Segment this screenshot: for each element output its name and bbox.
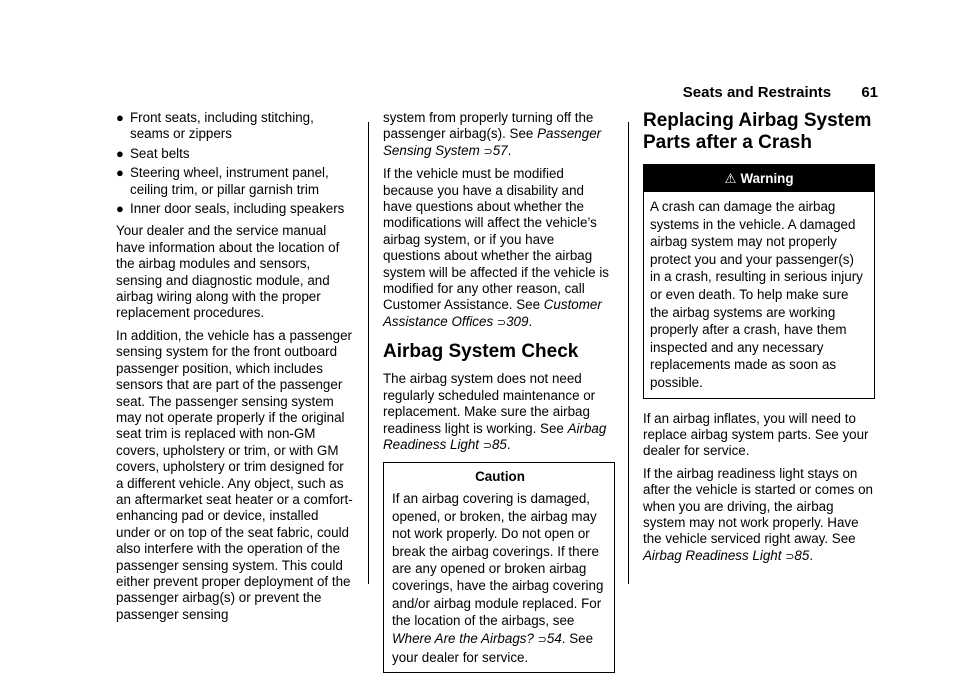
section-heading: Airbag System Check <box>383 341 579 363</box>
column-divider <box>628 122 629 584</box>
page-reference-icon: ⊃ <box>785 550 795 563</box>
page-link[interactable]: 57 <box>492 142 508 158</box>
page-link[interactable]: 85 <box>794 547 810 563</box>
page-reference-icon: ⊃ <box>483 145 493 158</box>
list-item-text: Seat belts <box>130 145 190 161</box>
page-link[interactable]: 309 <box>506 313 529 329</box>
cross-reference-link[interactable]: Airbag Readiness Light <box>383 420 607 452</box>
page-number: 61 <box>861 84 878 101</box>
paragraph: If the vehicle must be modified because you have a disability and have questions about whether the modifications will affect the vehicle’s airbag system, or if you have questions about whether the airbag system will be affected if the vehicle is modified for any other reason, call Customer Assistance. See Customer Assistance Offices ⊃309. <box>383 166 610 329</box>
cross-reference-link[interactable]: Passenger Sensing System <box>383 126 602 158</box>
list-item <box>116 146 354 162</box>
warning-body <box>644 192 874 398</box>
bullet-icon: ● <box>116 145 124 161</box>
warning-header <box>644 165 874 192</box>
paragraph: system from properly turning off the passenger airbag(s). See Passenger Sensing System ⊃57. <box>383 110 602 158</box>
page-reference-icon: ⊃ <box>482 439 492 452</box>
warning-title: Warning <box>740 171 794 186</box>
paragraph: The airbag system does not need regularly scheduled maintenance or replacement. Make sure the airbag readiness light is working. See Airbag Readiness Light ⊃85. <box>383 371 607 452</box>
page-link[interactable]: 54 <box>546 630 562 646</box>
cross-reference-link[interactable]: Airbag Readiness Light <box>643 547 782 563</box>
cross-reference-link[interactable]: Customer Assistance Offices <box>383 297 602 329</box>
list-item-text: Inner door seals, including speakers <box>130 201 345 217</box>
page-reference-icon: ⊃ <box>496 316 507 329</box>
section-title: Seats and Restraints <box>682 84 832 101</box>
paragraph: In addition, the vehicle has a passenger sensing system for the front outboard passenger position, which includes sensors that are part of the passenger seat. The passenger sensing system may not operate properly if the original seat trim is replaced with non-GM covers, upholstery or trim, or with GM covers, upholstery or trim designed for a different vehicle. Any object, such as an aftermarket seat heater or a comfort-enhancing pad or device, installed under or on top of the seat fabric, could also interfere with the operation of the passenger sensing system. This could either prevent proper deployment of the passenger airbag(s) or prevent the passenger sensing <box>116 327 353 622</box>
running-header <box>683 84 878 101</box>
bullet-icon: ● <box>116 110 124 125</box>
paragraph: Your dealer and the service manual have information about the location of the airbag modules and sensors, sensing and diagnostic module, and airbag wiring along with the proper replacement procedures. <box>116 223 340 321</box>
section-heading: Replacing Airbag System Parts after a Crash <box>643 110 872 153</box>
warning-box <box>643 164 875 399</box>
column-1 <box>116 110 354 629</box>
paragraph: If an airbag inflates, you will need to replace airbag system parts. See your dealer for service. <box>643 410 869 459</box>
caution-title: Caution <box>475 469 525 485</box>
cross-reference-link[interactable]: Where Are the Airbags? <box>392 630 534 646</box>
list-item <box>116 165 354 198</box>
paragraph: If the airbag readiness light stays on after the vehicle is started or comes on when you are driving, the airbag system may not work properly. Have the vehicle serviced right away. See Airbag Readiness Light ⊃85. <box>643 465 873 563</box>
warning-text: A crash can damage the airbag systems in the vehicle. A damaged airbag system may not properly protect you and your passenger(s) in a crash, resulting in serious injury or even death. To help make sure the airbag systems are working properly after a crash, have them inspected and any necessary replacements made as soon as possible. <box>650 199 863 390</box>
warning-triangle-icon: ⚠ <box>724 171 737 186</box>
caution-text: If an airbag covering is damaged, opened, or broken, the airbag may not work properly. Do not open or break the airbag coverings. If there are any opened or broken airbag coverings, have the airbag covering and/or airbag module replaced. For the location of the airbags, see Where Are the Airbags? ⊃54. See your dealer for service. <box>392 491 604 665</box>
bullet-list <box>116 110 354 217</box>
column-divider <box>368 122 369 584</box>
page-reference-icon: ⊃ <box>537 633 547 646</box>
list-item <box>116 201 354 217</box>
list-item-text: Front seats, including stitching, seams or zippers <box>130 110 314 142</box>
column-2 <box>383 110 615 673</box>
list-item-text: Steering wheel, instrument panel, ceiling trim, or pillar garnish trim <box>130 165 329 197</box>
caution-box <box>383 462 615 673</box>
page-link[interactable]: 85 <box>491 436 507 452</box>
list-item <box>116 110 354 143</box>
bullet-icon: ● <box>116 165 124 181</box>
column-3 <box>643 110 875 571</box>
bullet-icon: ● <box>116 201 124 217</box>
